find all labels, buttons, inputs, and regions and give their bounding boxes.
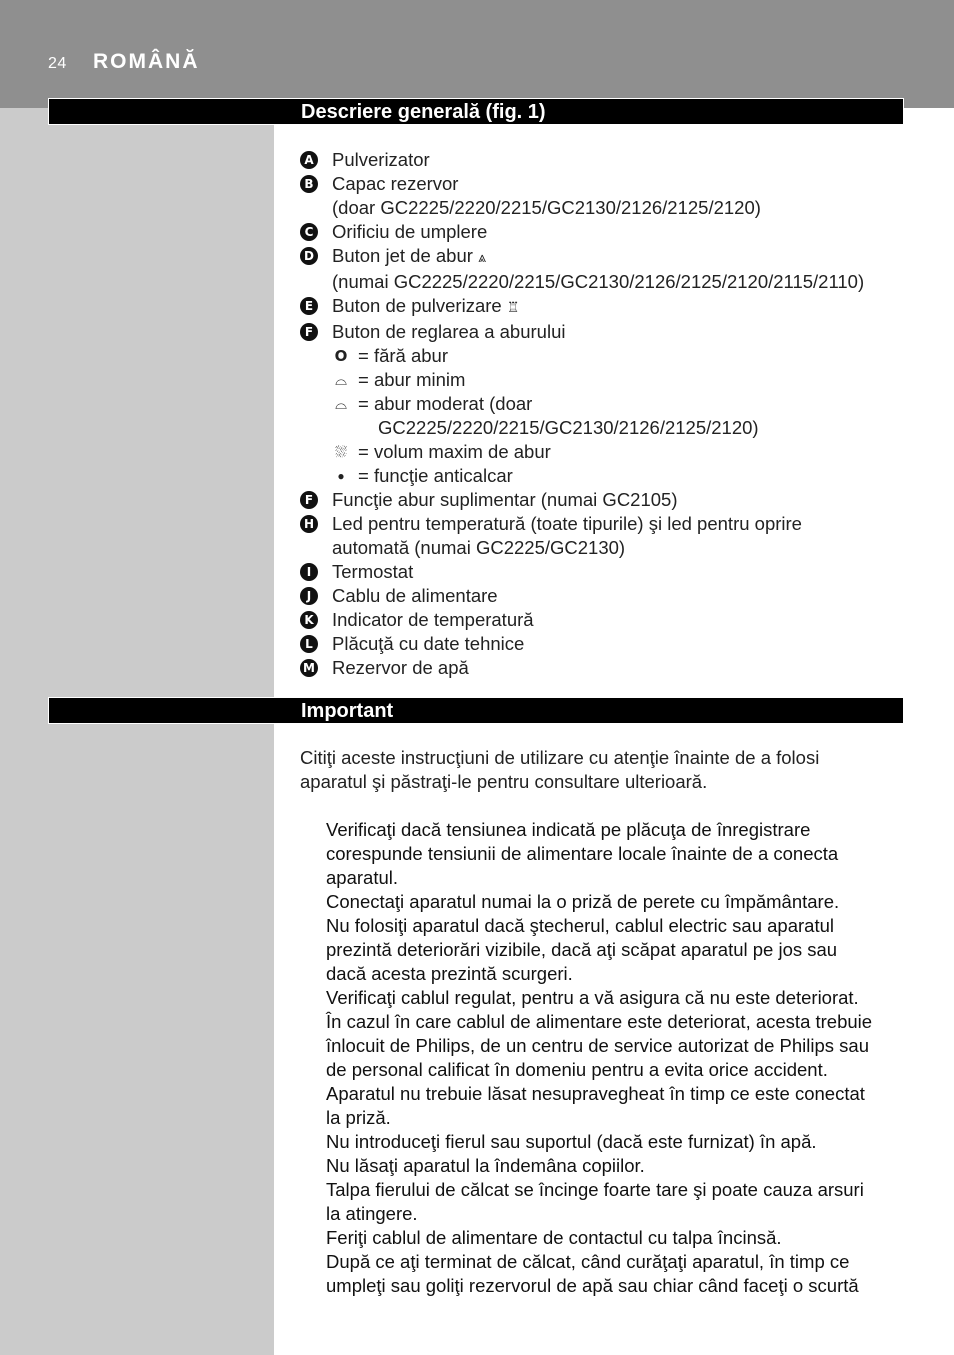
max-steam-icon: ⛆ (334, 443, 347, 461)
steam-jet-icon: ⩓ (478, 250, 486, 266)
item-text: Pulverizator (332, 149, 430, 170)
list-item (300, 320, 864, 344)
letter-badge-icon: A (300, 151, 318, 169)
letter-badge-icon: H (300, 515, 318, 533)
list-item (300, 220, 864, 244)
page-number: 24 (48, 55, 67, 72)
warning-line: Nu lăsaţi aparatul la îndemâna copiilor. (326, 1155, 645, 1176)
letter-badge-icon: F (300, 491, 318, 509)
list-item (300, 244, 864, 294)
letter-badge-icon: I (300, 563, 318, 581)
section-header-description (48, 98, 904, 125)
item-text: Orificiu de umplere (332, 221, 488, 242)
warning-line: prezintă deteriorări vizibile, dacă aţi scăpat aparatul pe jos sau (326, 939, 838, 960)
item-text: Led pentru temperatură (toate tipurile) şi led pentru oprire (332, 513, 802, 534)
warning-line: Feriţi cablul de alimentare de contactul cu talpa încinsă. (326, 1227, 782, 1248)
warning-line: înlocuit de Philips, de un centru de service autorizat de Philips sau (326, 1035, 869, 1056)
item-text: Termostat (332, 561, 414, 582)
intro-line: aparatul şi păstraţi-le pentru consultare ulterioară. (300, 771, 708, 792)
letter-badge-icon: K (300, 611, 318, 629)
item-text: Buton jet de abur (332, 245, 479, 266)
steam-setting-row (300, 464, 864, 488)
item-text: Funcţie abur suplimentar (numai GC2105) (332, 489, 678, 510)
steam-setting-row (300, 368, 864, 392)
left-margin-band (0, 108, 274, 1355)
warning-line: Verificaţi dacă tensiunea indicată pe plăcuţa de înregistrare (326, 819, 811, 840)
language-title: ROMÂNĂ (93, 50, 200, 73)
list-item (300, 560, 864, 584)
list-item (300, 148, 864, 172)
description-list (300, 148, 864, 680)
setting-text: = abur minim (358, 369, 466, 390)
intro-line: Citiţi aceste instrucţiuni de utilizare cu atenţie înainte de a folosi (300, 747, 820, 768)
setting-text: = fără abur (358, 345, 448, 366)
letter-badge-icon: M (300, 659, 318, 677)
steam-setting-row (300, 344, 864, 368)
warning-line: de personal calificat în domeniu pentru a evita orice accident. (326, 1059, 828, 1080)
item-text: automată (numai GC2225/GC2130) (332, 537, 626, 558)
setting-text: = abur moderat (doar (358, 393, 533, 414)
warning-line: umpleţi sau goliţi rezervorul de apă sau chiar când faceţi o scurtă (326, 1275, 859, 1296)
steam-setting-continuation: GC2225/2220/2215/GC2130/2126/2125/2120) (378, 417, 759, 438)
item-text: Buton de pulverizare (332, 295, 507, 316)
item-text: (numai GC2225/2220/2215/GC2130/2126/2125/2120/2115/2110) (332, 271, 865, 292)
letter-badge-icon: L (300, 635, 318, 653)
warning-line: După ce aţi terminat de călcat, când curăţaţi aparatul, în timp ce (326, 1251, 850, 1272)
moderate-steam-icon: ⌓ (335, 395, 347, 413)
steam-setting-row (300, 440, 864, 464)
item-text: Plăcuţă cu date tehnice (332, 633, 525, 654)
letter-badge-icon: B (300, 175, 318, 193)
warning-line: În cazul în care cablul de alimentare este deteriorat, acesta trebuie (326, 1011, 873, 1032)
warning-line: Nu folosiţi aparatul dacă ştecherul, cablul electric sau aparatul (326, 915, 835, 936)
warning-line: dacă acesta prezintă scurgeri. (326, 963, 573, 984)
item-text: Buton de reglarea a aburului (332, 321, 566, 342)
list-item (300, 584, 864, 608)
item-text: Capac rezervor (332, 173, 459, 194)
letter-badge-icon: C (300, 223, 318, 241)
setting-text: = funcţie anticalcar (358, 465, 513, 486)
warning-line: la priză. (326, 1107, 391, 1128)
section-header-important (48, 697, 904, 724)
setting-text: = volum maxim de abur (358, 441, 551, 462)
section-title: Important (301, 700, 394, 722)
warning-line: Verificaţi cablul regulat, pentru a vă asigura că nu este deteriorat. (326, 987, 859, 1008)
list-item (300, 608, 864, 632)
list-item (300, 656, 864, 680)
no-steam-icon: O (334, 347, 348, 365)
intro-paragraph (300, 746, 819, 794)
list-item (300, 488, 864, 512)
list-item (300, 172, 864, 220)
list-item (300, 632, 864, 656)
anticalc-icon: ● (337, 469, 345, 483)
letter-badge-icon: E (300, 297, 318, 315)
warning-line: Conectaţi aparatul numai la o priză de perete cu împământare. (326, 891, 840, 912)
item-text: Indicator de temperatură (332, 609, 534, 630)
item-text: (doar GC2225/2220/2215/GC2130/2126/2125/2120) (332, 197, 761, 218)
min-steam-icon: ⌓ (335, 371, 347, 389)
warning-line: corespunde tensiunii de alimentare locale înainte de a conecta (326, 843, 839, 864)
warning-line: la atingere. (326, 1203, 418, 1224)
item-text: Cablu de alimentare (332, 585, 498, 606)
letter-badge-icon: J (300, 587, 318, 605)
warning-line: aparatul. (326, 867, 398, 888)
section-title: Descriere generală (fig. 1) (301, 101, 546, 123)
warnings-list (326, 818, 872, 1298)
warning-line: Talpa fierului de călcat se încinge foarte tare şi poate cauza arsuri (326, 1179, 864, 1200)
letter-badge-icon: F (300, 323, 318, 341)
spray-icon: ♖ (506, 300, 520, 316)
letter-badge-icon: D (300, 247, 318, 265)
list-item (300, 512, 864, 560)
warning-line: Nu introduceţi fierul sau suportul (dacă este furnizat) în apă. (326, 1131, 817, 1152)
warning-line: Aparatul nu trebuie lăsat nesupravegheat în timp ce este conectat (326, 1083, 865, 1104)
steam-setting-row (300, 392, 864, 416)
item-text: Rezervor de apă (332, 657, 469, 678)
list-item (300, 294, 864, 320)
